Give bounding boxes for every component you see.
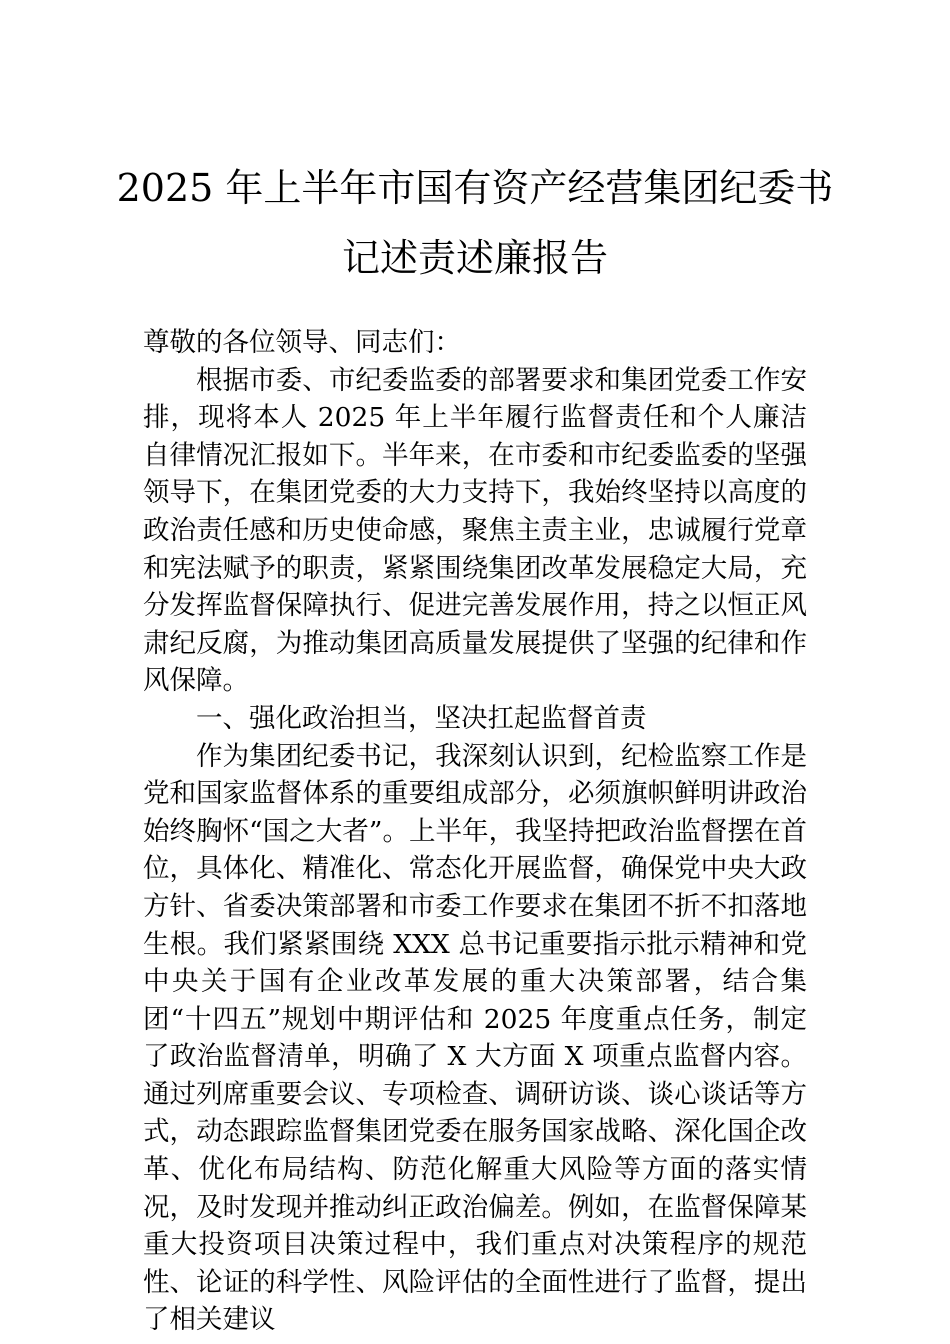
section-1-paragraph: 作为集团纪委书记，我深刻认识到，纪检监察工作是党和国家监督体系的重要组成部分，必须旗帜鲜明讲政治始终胸怀“国之大者”。上半年，我坚持把政治监督摆在首位，具体化、精准化、常态化开展监督，确保党中央大政方针、省委决策部署和市委工作要求在集团不折不扣落地生根。我们紧紧围绕 XXX 总书记重要指示批示精神和党中央关于国有企业改革发展的重大决策部署，结合集团“十四五”规划中期评估和 2025 年度重点任务，制定了政治监督清单，明确了 X 大方面 X 项重点监督内容。通过列席重要会议、专项检查、调研访谈、谈心谈话等方式，动态跟踪监督集团党委在服务国家战略、深化国企改革、优化布局结构、防范化解重大风险等方面的落实情况，及时发现并推动纠正政治偏差。例如，在监督保障某重大投资项目决策过程中，我们重点对决策程序的规范性、论证的科学性、风险评估的全面性进行了监督，提出了相关建议 [143, 740, 807, 1336]
document-title-line-2: 记述责述廉报告 [341, 236, 608, 280]
document-title-line-1: 2025 年上半年市国有资产经营集团纪委书 [116, 166, 834, 210]
salutation: 尊敬的各位领导、同志们： [143, 327, 461, 358]
document-body [143, 324, 807, 1339]
section-1-heading: 一、强化政治担当，坚决扛起监督首责 [196, 702, 647, 734]
intro-paragraph: 根据市委、市纪委监委的部署要求和集团党委工作安排，现将本人 2025 年上半年履行监督责任和个人廉洁自律情况汇报如下。半年来，在市委和市纪委监委的坚强领导下，在集团党委的大力支持下，我始终坚持以高度的政治责任感和历史使命感，聚焦主责主业，忠诚履行党章和宪法赋予的职责，紧紧围绕集团改革发展稳定大局，充分发挥监督保障执行、促进完善发展作用，持之以恒正风肃纪反腐，为推动集团高质量发展提供了坚强的纪律和作风保障。 [143, 364, 807, 697]
